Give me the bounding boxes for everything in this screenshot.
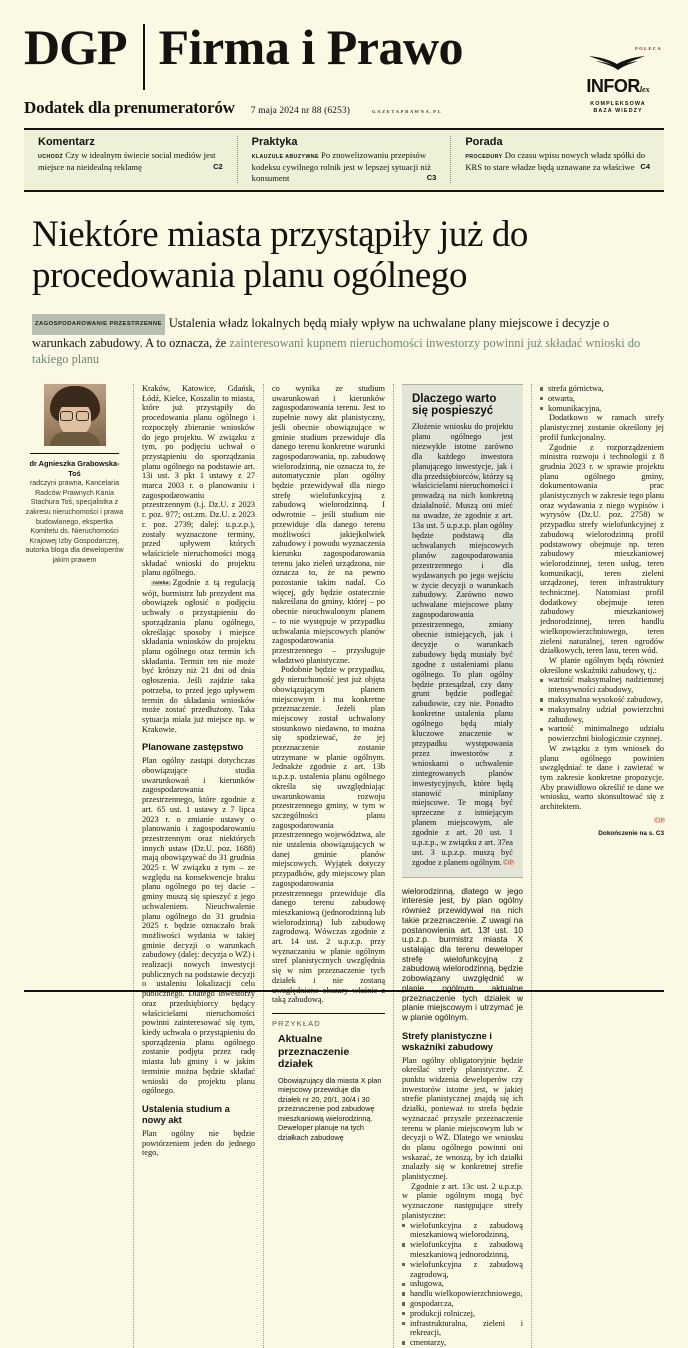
zone-list <box>402 1221 523 1348</box>
lead-text-plain: Ustalenia władz lokalnych będą miały wpływ na uchwalane plany miejscowe i decyzje o warunkach zabudowy. A to oznacza, że <box>32 316 610 350</box>
highlight-box-body: Złożenie wniosku do projektu planu ogólnego jest niezwykle istotne zarówno dla każdego inwestora planującego inwestycje, jak i dla przedsiębiorców, którzy są właścicielami nieruchomości i prowadzą na nich konkretną działalność. Muszą oni mieć na uwadze, że zgodnie z art. 13a ust. 5 u.p.z.p. plan ogólny będzie podstawą dla uchwalanych miejscowych planów zagospodarowania przestrzennego i dla wydawanych po jego wejściu w życie decyzji o warunkach zabudowy. Zarówno nowo uchwalane miejscowe plany zagospodarowania przestrzennego, zmiany obecnie istniejących, jak i decyzje o warunkach zabudowy będą musiały być zgodne z ustaleniami planu ogólnego. To plan ogólny będzie przesądzał, czy dany grunt będzie podlegać zabudowie, czy nie. Ponadto konkretne ustalenia planu ogólnego będą miały kluczowe znaczenie w przypadku występowania przez inwestorów z wnioskami o uchwalenie zintegrowanych planów inwestycyjnych, które będą stanowić miniplany miejscowe. Te mogą być sprzeczne z istniejącym planem miejscowym, ale zgodnie z art. 20 ust. 1 u.p.z.p., w związku z art. 37ea ust. 3 u.p.z.p. muszą być zgodne z planem ogólnym. <box>412 422 513 867</box>
author-divider <box>30 453 119 454</box>
body-paragraph-text: Zgodnie z tą regulacją wójt, burmistrz lub prezydent ma obowiązek ogłosić o podjęciu uchwały o przystąpieniu do sporządzania planu ogólnego, określając sposoby i miejsce składania wniosków do projektu planu ogólnego oraz termin ich składania. Termin ten nie może być krótszy niż 21 dni od dnia ogłoszenia. Jeśli zajdzie taka potrzeba, to przed jego upływem termin do składania wniosków może zostać przedłużony. Taka sytuacja miała już miejsce np. w Krakowie. <box>142 578 255 734</box>
teaser-body: Po znowelizowaniu przepisów kodeksu cywilnego rolnik jest w lepszej sytuacji niż konsument <box>251 150 431 183</box>
list-item: strefa górnictwa, <box>540 384 664 394</box>
teaser-keyword: KLAUZULE ABUZYWNE <box>251 154 319 160</box>
masthead-rule <box>24 128 664 130</box>
teaser-page-ref[interactable]: C4 <box>640 162 651 172</box>
body-paragraph: Plan ogólny obligatoryjnie będzie określać strefy planistyczne. Z punktu widzenia deweloperów czy inwestorów istotne jest, w jakiej strefie planistycznej znajdą się ich działki, ponieważ to strefa będzie wyznaczać przyszłe przeznaczenie terenu w planie miejscowym lub w decyzji o WZ. Dlatego we wniosku do planu ogólnego powinni oni wskazać, że wnoszą, by ich działki znalazły się w konkretnej strefie planistycznej. <box>402 1055 523 1182</box>
body-paragraph: Kraków, Katowice, Gdańsk, Łódź, Kielce, Koszalin to miasta, które już przystąpiły do procedowania planu ogólnego i rozpoczęły zbieranie wniosków do jego projektu. W związku z tym, po podjęciu uchwał o przystąpieniu do sporządzania planu ogólnego na podstawie art. 13i ust. 3 pkt 1 ustawy z 27 marca 2003 r. o planowaniu i zagospodarowaniu przestrzennym (t.j. Dz.U. z 2023 r. poz. 977; ost.zm. Dz.U. z 2023 r. poz. 2739; dalej: u.p.z.p.), zostały wyznaczone terminy, przed upływem których właściciele nieruchomości mogą składać wnioski do projektu planu ogólnego. <box>142 384 255 578</box>
teaser-praktyka[interactable] <box>237 136 451 183</box>
supplement-title: Firma i Prawo <box>158 19 464 75</box>
masthead-logo-row <box>24 19 664 90</box>
subheading-ustalenia-studium: Ustalenia studium a nowy akt <box>142 1103 230 1125</box>
copyright-mark: ©℗ <box>503 857 513 867</box>
poleca-label: POLECA <box>635 46 662 51</box>
infor-tagline-line2: BAZA WIEDZY <box>593 108 643 114</box>
list-item: infrastrukturalna, zieleni i rekreacji, <box>402 1319 523 1339</box>
body-paragraph: Zgodnie z art. 13c ust. 2 u.p.z.p. w planie ogólnym mogą być wyznaczone następujące strefy planistyczne: <box>402 1181 523 1220</box>
subheading-strefy-planistyczne: Strefy planistyczne i wskaźniki zabudowy <box>402 1030 493 1052</box>
column-author <box>24 384 134 1348</box>
infor-tagline <box>572 101 664 115</box>
issue-info: 7 maja 2024 nr 88 (6253) <box>250 106 350 116</box>
list-item: maksymalna wysokość zabudowy, <box>540 695 664 705</box>
subheading-planowane-zastepstwo: Planowane zastępstwo <box>142 742 244 753</box>
dgp-logo[interactable]: DGP <box>24 19 127 75</box>
teaser-title: Komentarz <box>38 136 95 148</box>
list-item: usługowa, <box>402 1279 523 1289</box>
example-box <box>272 1013 385 1142</box>
inline-marker: ramka <box>153 581 169 587</box>
teaser-keyword: UCHODŹ <box>38 154 64 160</box>
body-paragraph: W związku z tym wniosek do planu ogólnego powinien uwzględniać te dane i zawierać w tym zakresie konkretne propozycje. Aby prawidłowo określić te dane we wniosku, warto skonsultować się z architektem. <box>540 743 664 812</box>
body-paragraph: Plan ogólny nie będzie powtórzeniem jeden do jednego tego, <box>142 1128 255 1158</box>
article-headline: Niektóre miasta przystąpiły już do procedowania planu ogólnego <box>32 214 529 297</box>
body-paragraph: Plan ogólny zastąpi dotychczas obowiązujące studia uwarunkowań i kierunków zagospodarowania przestrzennego, które zgodnie z art. 65 ust. 1 ustawy z 7 lipca 2023 r. o zmianie ustawy o planowaniu i zagospodarowaniu przestrzennym oraz niektórych innych ustaw (Dz.U. poz. 1688) mają obowiązywać do 31 grudnia 2025 r. W związku z tym – ze względu na konsekwencje braku planu ogólnego po tej dacie – gminy muszą się spieszyć z jego uchwaleniem. Nieuchwalenie planu ogólnego do 31 grudnia 2025 r. będzie oznaczało brak możliwości wydania w takiej gminie decyzji o warunkach zabudowy (dalej: decyzja o WZ) i realizacji nowych inwestycji publicznych na podstawie decyzji o ustaleniu lokalizacji celu publicznego. Dlatego inwestorzy oraz przedsiębiorcy będący właścicielami nieruchomości powinni zainteresować się tym, kiedy uchwała o przystąpieniu do sporządzenia planu ogólnego zostanie podjęta przez radę miasta lub gminy i w jakim terminie można będzie składać wnioski do projektu planu ogólnego. <box>142 756 255 1096</box>
list-item: wielofunkcyjna z zabudową mieszkaniową wielorodzinną, <box>402 1221 523 1241</box>
page-bottom-rule <box>24 990 664 992</box>
zone-list-continued <box>540 384 664 413</box>
body-paragraph: W planie ogólnym będą również określone wskaźniki zabudowy, tj.: <box>540 655 664 675</box>
list-item: wartość maksymalnej nadziemnej intensywności zabudowy, <box>540 675 664 695</box>
body-paragraph: Zgodnie z rozporządzeniem ministra rozwoju i technologii z 8 grudnia 2023 r. w sprawie projektu planu ogólnego gminy, dokumentowania prac planistycznych w zakresie tego planu oraz wydawania z niego wypisów i wyrysów (Dz.U. poz. 2758) w przypadku strefy wielofunkcyjnej z zabudową wielorodzinną profil podstawowy obejmuje np. teren zabudowy mieszkaniowej wielorodzinnej, teren usług, teren komunikacji, teren zieleni urządzonej, teren infrastruktury technicznej. Natomiast profil dodatkowy obejmuje teren zabudowy mieszkaniowej jednorodzinnej, teren handlu wielkopowierzchniowego, teren zieleni naturalnej, teren ogrodów działkowych, teren lasu, teren wód. <box>540 442 664 656</box>
teaser-title: Praktyka <box>251 136 298 148</box>
highlight-box-why-hurry <box>402 384 523 878</box>
continuation-note[interactable]: Dokończenie na s. C3 <box>598 829 664 837</box>
teaser-page-ref[interactable]: C2 <box>213 162 223 172</box>
teaser-title: Porada <box>465 136 503 148</box>
teaser-text <box>465 150 650 173</box>
infor-promo-logo[interactable] <box>572 46 664 115</box>
column-one <box>134 384 264 1348</box>
article-lead <box>32 314 664 368</box>
masthead-subrow <box>24 98 664 118</box>
example-title: Aktualne przeznaczenie działek <box>278 1033 350 1070</box>
list-item: gospodarcza, <box>402 1299 523 1309</box>
list-item: maksymalny udział powierzchni zabudowy, <box>540 705 664 725</box>
logo-divider <box>143 24 145 90</box>
list-item: wielofunkcyjna z zabudową mieszkaniową jednorodzinną, <box>402 1240 523 1260</box>
article-body <box>24 384 664 1348</box>
lead-text-highlight: zainteresowani kupnem nieruchomości inwestorzy powinni już składać wnioski do takiego planu <box>32 335 641 367</box>
highlight-box-text <box>412 422 513 868</box>
teaser-bar <box>24 130 664 192</box>
body-paragraph <box>142 578 255 734</box>
column-three <box>394 384 532 1348</box>
teaser-body: Do czasu wpisu nowych władz spółki do KRS to stare władze będą uznawane za właściwe <box>465 150 646 173</box>
subscriber-label: Dodatek dla prenumeratorów <box>24 98 235 117</box>
list-item: komunikacyjna, <box>540 404 664 414</box>
lead-kicker-badge: ZAGOSPODAROWANIE PRZESTRZENNE <box>32 314 165 335</box>
teaser-komentarz[interactable] <box>24 136 237 183</box>
column-two <box>264 384 394 1348</box>
author-avatar <box>44 384 106 446</box>
body-paragraph: Dodatkowo w ramach strefy planistycznej zostanie określony jej profil funkcjonalny. <box>540 413 664 442</box>
masthead <box>24 0 664 130</box>
infor-bird-icon <box>572 54 664 76</box>
list-item: wielofunkcyjna z zabudową zagrodową, <box>402 1260 523 1280</box>
teaser-body: Czy w idealnym świecie social mediów jest miejsce na nieidealną reklamę <box>38 150 216 173</box>
teaser-text <box>38 150 223 173</box>
website-url[interactable]: GAZETAPRAWNA.PL <box>372 109 443 114</box>
list-item: otwarta, <box>540 394 664 404</box>
list-item: wartość minimalnego udziału powierzchni biologicznie czynnej. <box>540 724 664 744</box>
teaser-porada[interactable] <box>450 136 664 183</box>
example-label: PRZYKŁAD <box>272 1019 321 1028</box>
example-text: Obowiązujący dla miasta X plan miejscowy przewiduje dla działek nr 20, 20/1, 30/4 i 30 przeznaczenie pod zabudowę mieszkaniową wielorodzinną. Deweloper planuje na tych działkach zabudowę <box>278 1075 382 1142</box>
indicator-list <box>540 675 664 744</box>
infor-tagline-line1: KOMPLEKSOWA <box>590 101 646 107</box>
body-paragraph: wielorodzinną, dlatego w jego interesie jest, by plan ogólny również przewidywał na nich takie przeznaczenie. Z uwagi na postanowienia art. 13f ust. 10 u.p.z.p. burmistrz miasta X ustalając dla terenu deweloper strefę wielofunkcyjną z zabudową wielorodzinną, będzie zobowiązany uwzględnić w planie ogólnym aktualne przeznaczenie tych działek w planie miejscowym i utrzymać je w planie ogólnym. <box>402 885 523 1022</box>
highlight-box-title: Dlaczego warto się pospieszyć <box>412 393 497 417</box>
teaser-keyword: PROCEDURY <box>465 154 503 160</box>
infor-wordmark: INFORlex <box>586 76 650 96</box>
author-description: radczyni prawna, Kancelaria Radców Prawnych Kania Stachura Toś, specjalistka z zakresu nieruchomości i prawa budowlanego, ekspertka Komitetu ds. Nieruchomości Krajowej Izby Gospodarczej, autorka bloga dla deweloperów jakim prawem <box>25 479 124 564</box>
teaser-text <box>252 150 437 183</box>
author-name: dr Agnieszka Grabowska-Toś <box>29 459 120 478</box>
teaser-page-ref[interactable]: C3 <box>426 172 437 182</box>
list-item: handlu wielkopowierzchniowego, <box>402 1289 523 1299</box>
column-four <box>532 384 664 1348</box>
list-item: cmentarzy, <box>402 1338 523 1348</box>
body-paragraph: co wynika ze studium uwarunkowań i kierunków zagospodarowania terenu. Jest to zupełnie nowy akt planistyczny, jeśli obecnie obowiązujące w gminie studium przewiduje dla danego terenu konkretne warunki zagospodarowania, np. zabudowę wielorodzinną, nie oznacza to, że automatycznie plan ogólny będzie przewidywał dla niego strefę wielofunkcyjną z zabudową wielorodzinną. I odwrotnie – jeśli studium nie przewiduje dla danego terenu możliwości jakiejkolwiek zabudowy i powodu wyznaczenia kierunku zagospodarowania terenu jako zieleń urządzona, nie oznacza to, że na pewno pozostanie takim nadal. Co więcej, gdy będzie ostatecznie nakreślana do gminy, której – po obecnie nieuchwalonym planem – to nie występuje w przypadku uchwalania miejscowych planów zagospodarowania przestrzennego – przysługuje władztwo planistyczne. <box>272 384 385 665</box>
list-item: produkcji rolniczej, <box>402 1309 523 1319</box>
copyright-mark: ©℗ <box>654 815 664 825</box>
body-paragraph: Podobnie będzie w przypadku, gdy nieruchomość jest już objęta obowiązującym planem miejscowym i ma konkretne przeznaczenie. Jeżeli plan miejscowy został uchwalony stosunkowo niedawno, to można się spodziewać, że jej przeznaczenie zostanie utrzymane w planie ogólnym. Jednakże zgodnie z art. 13b u.p.z.p. ustalenia planu ogólnego określa się uwzględniając uwarunkowania rozwoju przestrzennego gminy, w tym w szczególności planu zagospodarowania przestrzennego województwa, ale nie ustalenia obowiązujących w danej gminie planów miejscowych. Wyjątek dotyczy przypadków, gdy miejscowy plan zagospodarowania przestrzennego przewiduje dla danego terenu zabudowę mieszkaniową (jednorodzinną lub wielorodzinną) lub zabudowę zagrodową. Wówczas zgodnie z art. 14 ust. 2 u.p.z.p. przy wyznaczaniu w planie ogólnym stref planistycznych uwzględnia się w nim przeznaczenie tych działek i nie zostaną uwzględnione obszary właśnie z taką zabudową. <box>272 665 385 1005</box>
